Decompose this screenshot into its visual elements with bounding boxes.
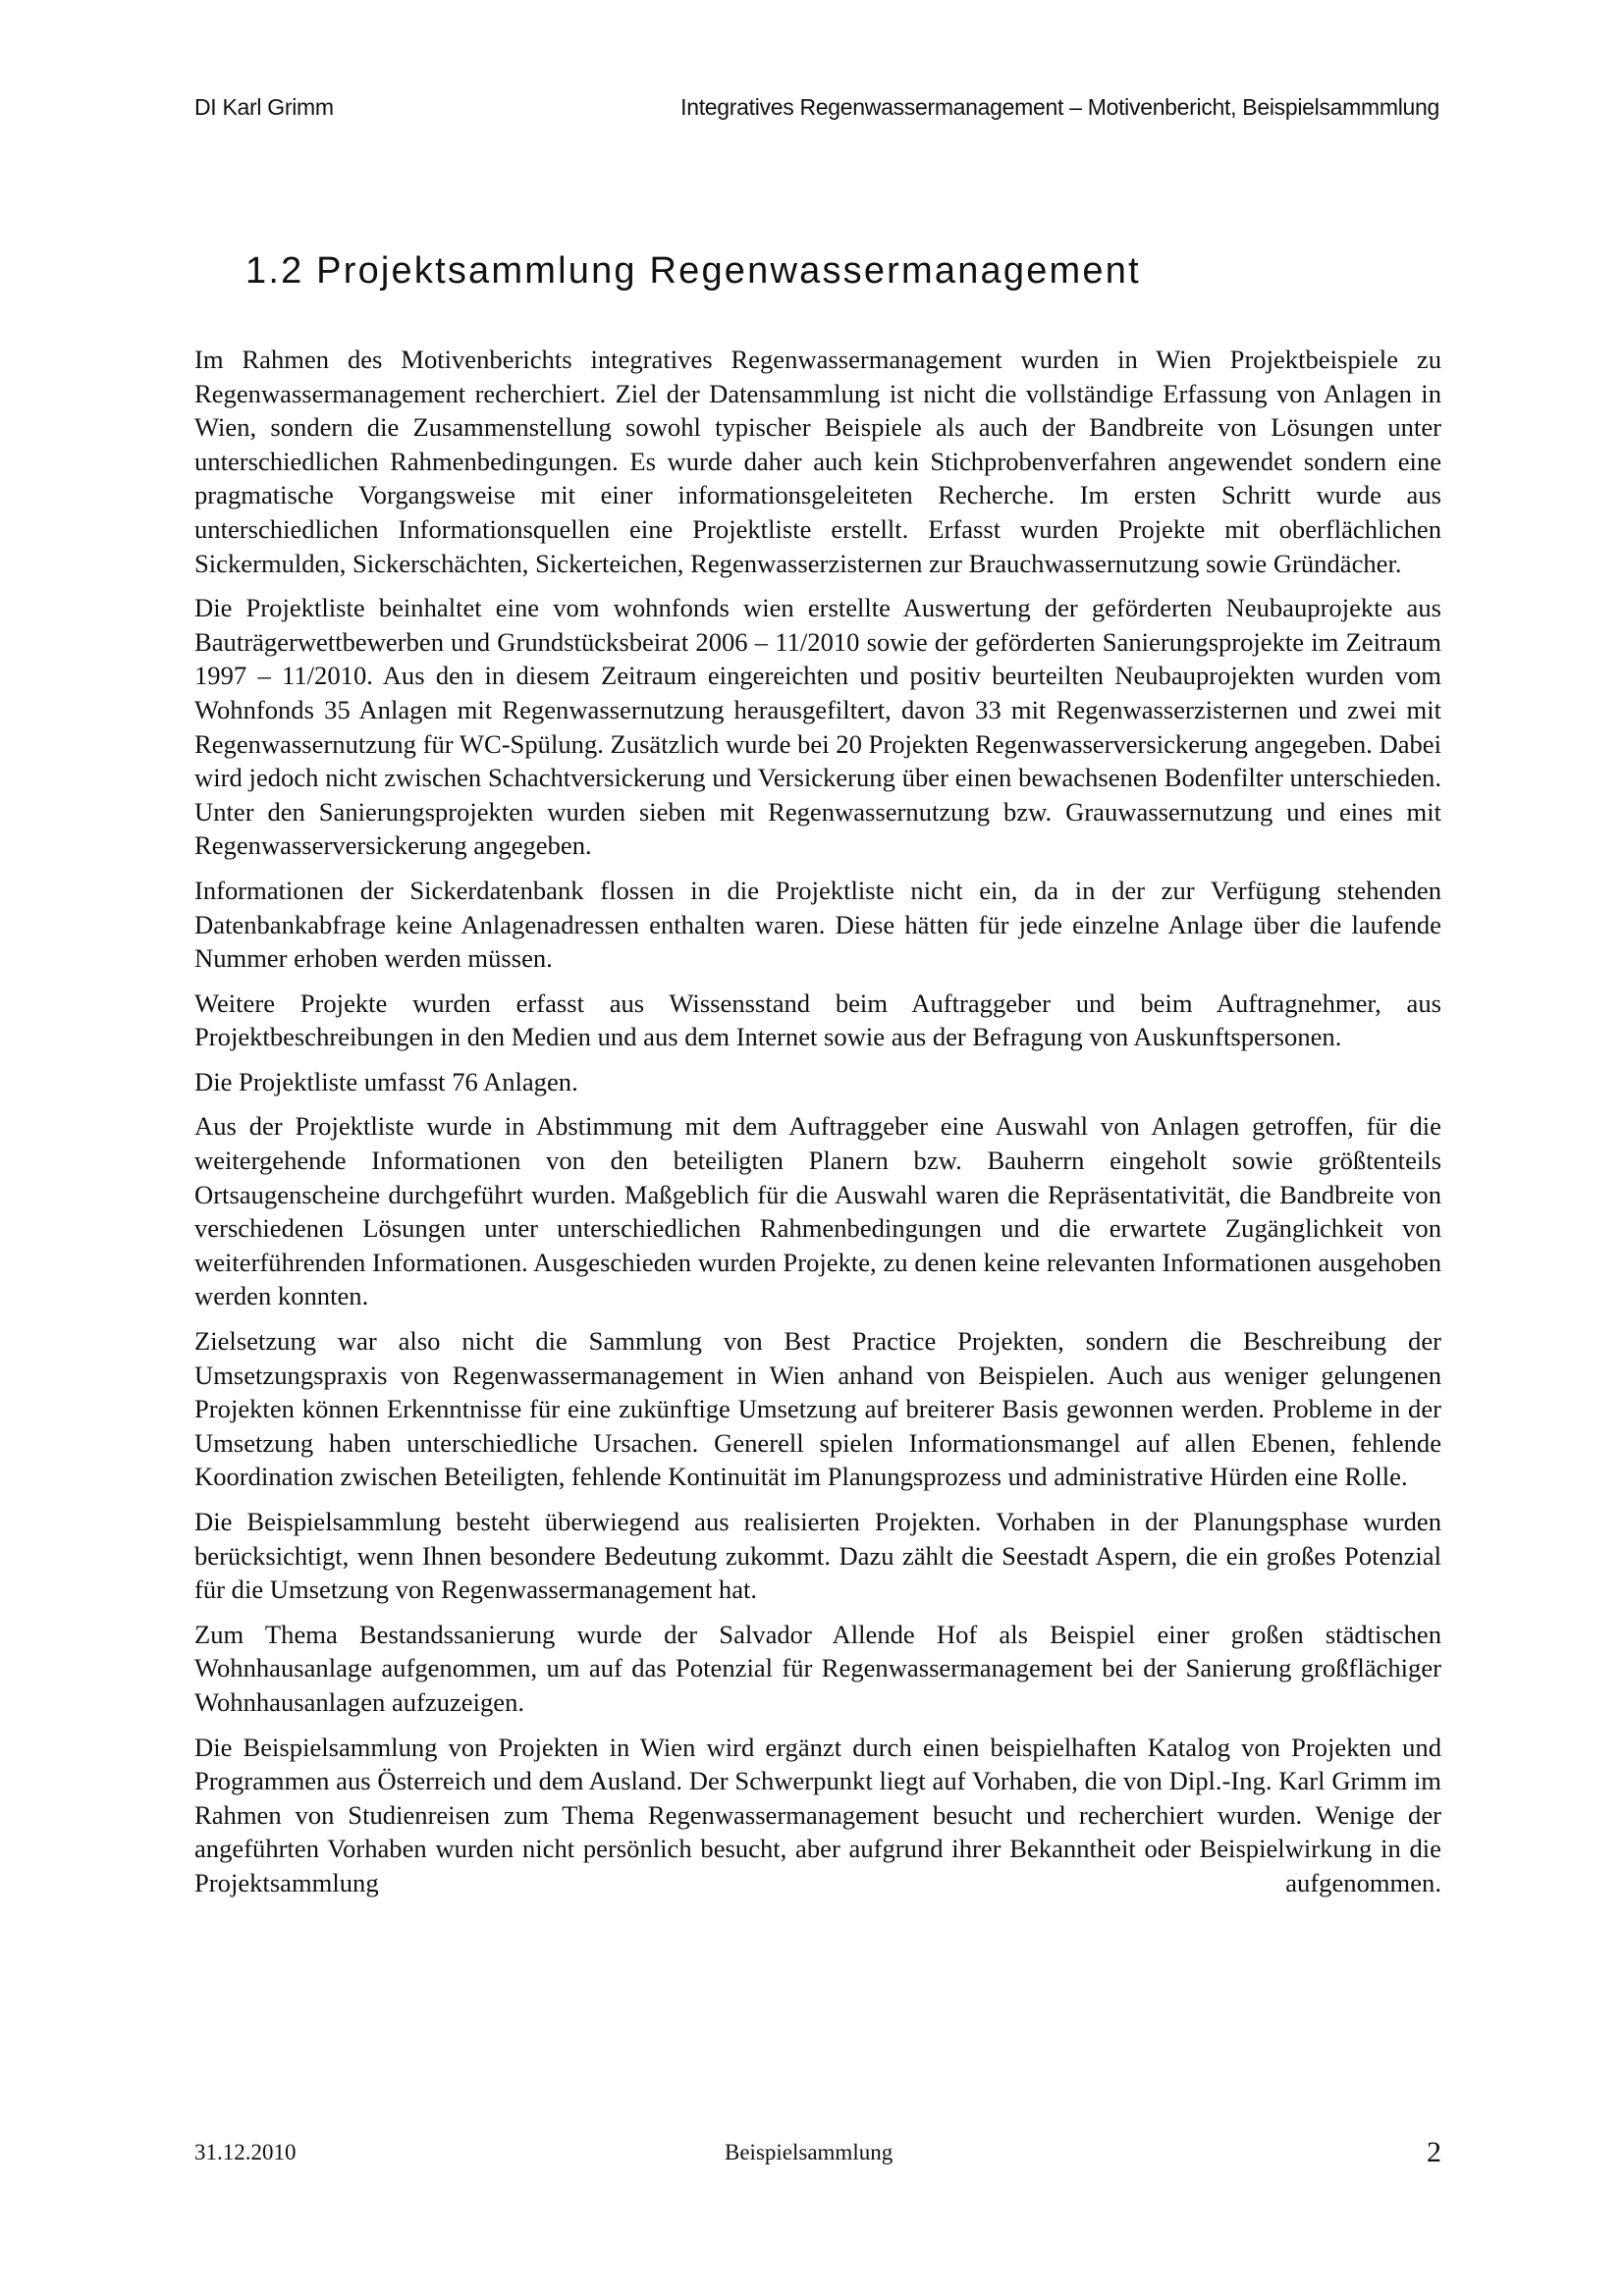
page-number: 2	[1427, 2136, 1441, 2168]
header-author: DI Karl Grimm	[194, 94, 334, 120]
paragraph: Zum Thema Bestandssanierung wurde der Salvador Allende Hof als Beispiel einer großen städtischen Wohnhausanlage aufgenommen, um auf das Potenzial für Regenwassermanagement bei der Sanierung großflächiger Wohnhausanlagen aufzuzeigen.	[194, 1619, 1441, 1717]
paragraph: Die Beispielsammlung von Projekten in Wien wird ergänzt durch einen beispielhaften Katalog von Projekten und Programmen aus Österreich und dem Ausland. Der Schwerpunkt liegt auf Vorhaben, die von Dipl.-Ing. Karl Grimm im Rahmen von Studienreisen zum Thema Regenwassermanagement besucht und recherchiert wurden. Wenige der angeführten Vorhaben wurden nicht persönlich besucht, aber aufgrund ihrer Bekanntheit oder Beispielwirkung in die Projektsammlung aufgenommen.	[194, 1732, 1441, 1897]
paragraph: Zielsetzung war also nicht die Sammlung von Best Practice Projekten, sondern die Beschreibung der Umsetzungspraxis von Regenwassermanagement in Wien anhand von Beispielen. Auch aus weniger gelungenen Projekten können Erkenntnisse für eine zukünftige Umsetzung auf breiterer Basis gewonnen werden. Probleme in der Umsetzung haben unterschiedliche Ursachen. Generell spielen Informationsmangel auf allen Ebenen, fehlende Koordination zwischen Beteiligten, fehlende Kontinuität im Planungsprozess und administrative Hürden eine Rolle.	[194, 1326, 1441, 1492]
footer-date: 31.12.2010	[194, 2140, 297, 2164]
paragraph: Die Beispielsammlung besteht überwiegend aus realisierten Projekten. Vorhaben in der Planungsphase wurden berücksichtigt, wenn Ihnen besondere Bedeutung zukommt. Dazu zählt die Seestadt Aspern, die ein großes Potenzial für die Umsetzung von Regenwassermanagement hat.	[194, 1507, 1441, 1605]
page-header	[194, 94, 1439, 124]
page-footer	[194, 2136, 1441, 2175]
paragraph: Die Projektliste beinhaltet eine vom wohnfonds wien erstellte Auswertung der geförderten Neubauprojekte aus Bauträgerwettbewerben und Grundstücksbeirat 2006 – 11/2010 sowie der geförderten Sanierungsprojekte im Zeitraum 1997 – 11/2010. Aus den in diesem Zeitraum eingereichten und positiv beurteilten Neubauprojekten wurden vom Wohnfonds 35 Anlagen mit Regenwassernutzung herausgefiltert, davon 33 mit Regenwasserzisternen und zwei mit Regenwassernutzung für WC-Spülung. Zusätzlich wurde bei 20 Projekten Regenwasserversickerung angegeben. Dabei wird jedoch nicht zwischen Schachtversickerung und Versickerung über einen bewachsenen Bodenfilter unterschieden. Unter den Sanierungsprojekten wurden sieben mit Regenwassernutzung bzw. Grauwassernutzung und eines mit Regenwasserversickerung angegeben.	[194, 593, 1441, 861]
footer-title: Beispielsammlung	[725, 2140, 893, 2164]
paragraph: Aus der Projektliste wurde in Abstimmung mit dem Auftraggeber eine Auswahl von Anlagen getroffen, für die weitergehende Informationen von den beteiligten Planern bzw. Bauherrn eingeholt sowie größtenteils Ortsaugenscheine durchgeführt wurden. Maßgeblich für die Auswahl waren die Repräsentativität, die Bandbreite von verschiedenen Lösungen unter unterschiedlichen Rahmenbedingungen und die erwartete Zugänglichkeit von weiterführenden Informationen. Ausgeschieden wurden Projekte, zu denen keine relevanten Informationen ausgehoben werden konnten.	[194, 1111, 1441, 1311]
paragraph: Im Rahmen des Motivenberichts integratives Regenwassermanagement wurden in Wien Projektbeispiele zu Regenwassermanagement recherchiert. Ziel der Datensammlung ist nicht die vollständige Erfassung von Anlagen in Wien, sondern die Zusammenstellung sowohl typischer Beispiele als auch der Bandbreite von Lösungen unter unterschiedlichen Rahmenbedingungen. Es wurde daher auch kein Stichprobenverfahren angewendet sondern eine pragmatische Vorgangsweise mit einer informationsgeleiteten Recherche. Im ersten Schritt wurde aus unterschiedlichen Informationsquellen eine Projektliste erstellt. Erfasst wurden Projekte mit oberflächlichen Sickermulden, Sickerschächten, Sickerteichen, Regenwasserzisternen zur Brauchwassernutzung sowie Gründächer.	[194, 345, 1441, 578]
body-text	[194, 343, 1441, 1911]
header-document-title: Integratives Regenwassermanagement – Motivenbericht, Beispielsammmlung	[680, 94, 1439, 120]
paragraph: Weitere Projekte wurden erfasst aus Wissensstand beim Auftraggeber und beim Auftragnehmer, aus Projektbeschreibungen in den Medien und aus dem Internet sowie aus der Befragung von Auskunftspersonen.	[194, 988, 1441, 1052]
section-heading: 1.2 Projektsammlung Regenwassermanagement	[245, 250, 1141, 292]
paragraph: Informationen der Sickerdatenbank flossen in die Projektliste nicht ein, da in der zur Verfügung stehenden Datenbankabfrage keine Anlagenadressen enthalten waren. Diese hätten für jede einzelne Anlage über die laufende Nummer erhoben werden müssen.	[194, 875, 1441, 974]
paragraph: Die Projektliste umfasst 76 Anlagen.	[194, 1066, 578, 1096]
